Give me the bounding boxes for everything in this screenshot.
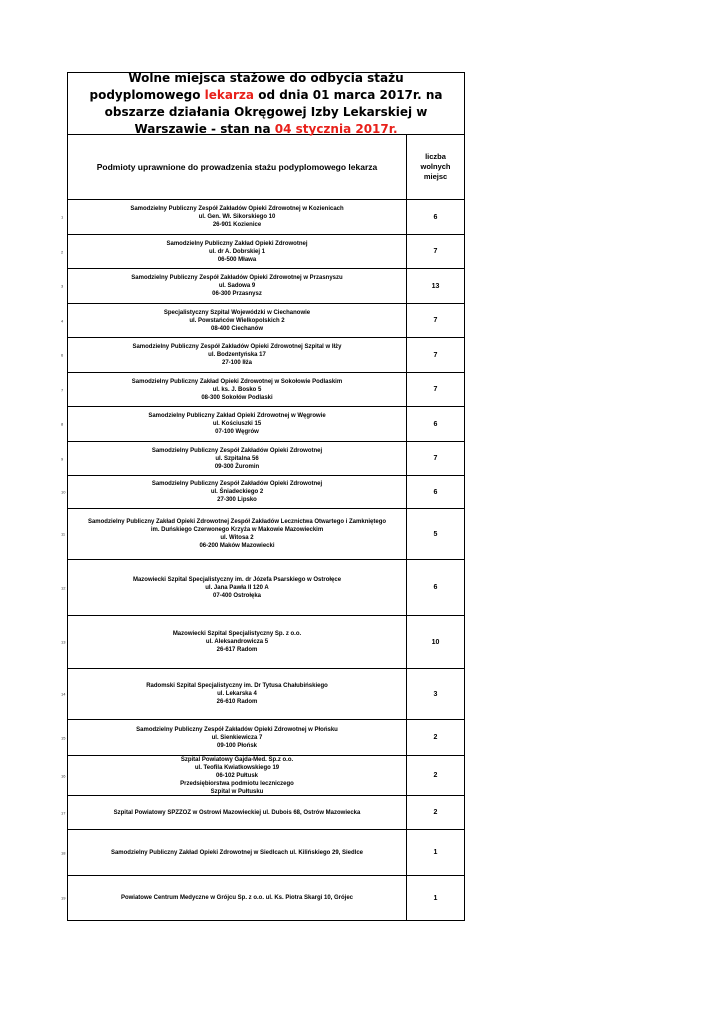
table-row (61, 200, 465, 235)
entity-line: Samodzielny Publiczny Zakład Opieki Zdrowotnej w Węgrowie (148, 413, 326, 419)
header-entities: Podmioty uprawnione do prowadzenia stażu podyplomowego lekarza (68, 135, 407, 199)
row-number: 8 (61, 421, 64, 427)
entity-line: 27-300 Lipsko (217, 497, 257, 503)
entity-cell (68, 830, 407, 875)
count-cell: 7 (433, 386, 438, 393)
count-cell: 6 (433, 488, 438, 496)
row-number: 4 (61, 318, 64, 323)
entity-line: 09-300 Żuromin (214, 463, 260, 470)
row-number: 18 (61, 850, 66, 855)
header-count-line-1: liczba (425, 152, 446, 161)
count-cell: 3 (433, 690, 438, 698)
row-number: 2 (61, 249, 64, 254)
entity-line: ul. Lekarska 4 (217, 691, 257, 697)
entity-line: 26-617 Radom (216, 647, 258, 653)
entity-line: 26-610 Radom (216, 699, 258, 705)
table-row (61, 669, 465, 720)
entity-line: Samodzielny Publiczny Zakład Opieki Zdrowotnej Zespół Zakładów Lecznictwa Otwartego i Zamkniętego (87, 519, 387, 525)
entity-cell (68, 269, 407, 303)
entity-line: Szpital Powiatowy Gajda-Med. Sp.z o.o. (180, 756, 294, 763)
entity-line: 06-102 Pułtusk (215, 772, 259, 779)
row-number: 12 (61, 585, 66, 590)
entity-cell (68, 338, 407, 372)
count-cell: 7 (433, 455, 438, 462)
entity-cell (68, 407, 407, 441)
entity-cell (68, 200, 407, 234)
table-row (61, 796, 465, 830)
row-number: 17 (61, 810, 66, 815)
table-row (61, 509, 465, 560)
count-cell: 2 (433, 809, 438, 816)
row-number: 19 (61, 895, 66, 901)
count-cell: 13 (431, 282, 440, 290)
table-row (61, 830, 465, 876)
title-highlight-date: 04 stycznia 2017r. (274, 121, 398, 136)
header-count (407, 135, 464, 199)
entity-line: Szpital Powiatowy SPZZOZ w Ostrowi Mazowieckiej ul. Dubois 68, Ostrów Mazowiecka (113, 809, 361, 816)
entity-line: Samodzielny Publiczny Zespół Zakładów Opieki Zdrowotnej (151, 481, 323, 487)
count-cell: 6 (433, 584, 438, 591)
entity-line: 07-100 Węgrów (215, 429, 259, 435)
entity-line: ul. Jana Pawła II 120 A (205, 584, 269, 591)
entity-cell (68, 476, 407, 508)
count-cell: 7 (433, 351, 438, 359)
entity-line: 08-400 Ciechanów (210, 325, 264, 332)
entity-line: ul. Kościuszki 15 (212, 421, 262, 427)
count-cell: 1 (433, 894, 438, 902)
entity-line: 09-100 Płońsk (216, 742, 258, 749)
table-row (61, 373, 465, 407)
entity-line: 07-400 Ostrołęka (212, 592, 262, 599)
table-body (61, 200, 465, 921)
entity-line: 06-300 Przasnysz (212, 291, 262, 297)
table-row (61, 235, 465, 269)
entity-cell (68, 876, 407, 920)
entity-line: Samodzielny Publiczny Zakład Opieki Zdrowotnej (166, 240, 308, 247)
count-cell: 10 (431, 638, 440, 646)
entity-line: Samodzielny Publiczny Zespół Zakładów Opieki Zdrowotnej w Kozienicach (130, 206, 344, 212)
entity-line: ul. Witosa 2 (220, 535, 254, 541)
row-number: 9 (61, 456, 64, 461)
entity-line: Samodzielny Publiczny Zespół Zakładów Opieki Zdrowotnej w Przasnyszu (131, 275, 343, 281)
row-number: 11 (61, 531, 66, 537)
entity-line: ul. Teofila Kwiatkowskiego 19 (194, 764, 280, 771)
entity-line: Mazowiecki Szpital Specjalistyczny Sp. z o.o. (172, 631, 302, 637)
entity-cell (68, 509, 407, 559)
entity-line: ul. Śniadeckiego 2 (210, 489, 264, 495)
entity-line: ul. Gen. Wł. Sikorskiego 10 (198, 214, 276, 220)
row-number: 6 (61, 352, 64, 358)
entity-line: Mazowiecki Szpital Specjalistyczny im. dr Józefa Psarskiego w Ostrołęce (132, 576, 342, 583)
table-row (61, 476, 465, 509)
count-cell: 2 (433, 772, 438, 779)
entity-line: 26-901 Kozienice (212, 222, 262, 228)
entity-line: Samodzielny Publiczny Zespół Zakładów Opieki Zdrowotnej (151, 447, 323, 454)
entity-line: Radomski Szpital Specjalistyczny im. Dr Tytusa Chałubińskiego (146, 683, 328, 689)
entity-line: ul. Bodzentyńska 17 (208, 352, 266, 358)
row-number: 10 (61, 489, 66, 495)
entity-line: Szpital w Pułtusku (210, 788, 264, 795)
row-number: 7 (61, 387, 64, 392)
count-cell: 5 (433, 530, 438, 538)
table-row (61, 616, 465, 669)
entity-line: Samodzielny Publiczny Zakład Opieki Zdrowotnej w Siedlcach ul. Kilińskiego 29, Siedlce (110, 849, 364, 856)
count-cell: 7 (433, 317, 438, 324)
entity-line: 06-200 Maków Mazowiecki (199, 543, 275, 549)
entity-line: Powiatowe Centrum Medyczne w Grójcu Sp. z o.o. ul. Ks. Piotra Skargi 10, Grójec (120, 895, 354, 901)
row-number: 13 (61, 639, 66, 645)
table-row (61, 304, 465, 338)
entity-line: 27-100 Iłża (221, 360, 253, 366)
entity-cell (68, 442, 407, 475)
table-row (61, 560, 465, 616)
title-highlight-profession: lekarza (204, 87, 255, 102)
row-number: 16 (61, 773, 66, 778)
table-row (61, 442, 465, 476)
row-number: 15 (61, 735, 66, 740)
entity-line: 08-300 Sokołów Podlaski (201, 394, 273, 401)
table-row (61, 876, 465, 921)
entity-line: Samodzielny Publiczny Zakład Opieki Zdrowotnej w Sokołowie Podlaskim (131, 378, 343, 385)
entity-cell (68, 756, 407, 795)
row-number: 3 (61, 283, 64, 289)
page-title (72, 70, 460, 138)
row-number: 14 (61, 691, 66, 697)
table-row (61, 756, 465, 796)
entity-cell (68, 560, 407, 615)
entity-line: ul. Aleksandrowicza 5 (205, 639, 269, 645)
entity-line: 06-500 Mława (217, 256, 257, 263)
entity-line: im. Duńskiego Czerwonego Krzyża w Makowie Mazowieckim (150, 527, 324, 533)
entity-cell (68, 720, 407, 755)
entity-cell (68, 669, 407, 719)
table-row (61, 720, 465, 756)
count-cell: 7 (433, 248, 438, 255)
title-box (67, 72, 465, 135)
entity-line: ul. dr A. Dobrskiej 1 (208, 248, 266, 255)
entity-line: Samodzielny Publiczny Zespół Zakładów Opieki Zdrowotnej Szpital w Iłży (132, 344, 342, 350)
table-row (61, 338, 465, 373)
entity-cell (68, 304, 407, 337)
entity-cell (68, 616, 407, 668)
entity-line: Specjalistyczny Szpital Wojewódzki w Ciechanowie (163, 309, 311, 316)
entity-line: ul. Sienkiewicza 7 (211, 734, 263, 741)
entity-line: ul. Sadowa 9 (218, 283, 256, 289)
entity-line: Przedsiębiorstwa podmiotu leczniczego (180, 780, 294, 787)
header-count-line-2: wolnych (420, 162, 451, 171)
title-text-1: Wolne miejsca stażowe do odbycia stażu podyplomowego (89, 70, 404, 102)
entity-cell (68, 373, 407, 406)
row-number: 1 (61, 214, 64, 220)
entity-line: ul. Powstańców Wielkopolskich 2 (189, 317, 285, 324)
table-header (67, 135, 465, 200)
entity-line: ul. Szpitalna 56 (215, 455, 259, 462)
count-cell: 1 (433, 849, 438, 856)
entity-line: Samodzielny Publiczny Zespół Zakładów Opieki Zdrowotnej w Płońsku (136, 726, 338, 733)
count-cell: 6 (433, 213, 438, 221)
entity-cell (68, 235, 407, 268)
title-text-2: od dnia 01 marca 2017r. na obszarze działania Okręgowej Izby Lekarskiej w Warszawie - stan na (104, 87, 443, 136)
count-cell: 2 (433, 734, 438, 741)
table-row (61, 407, 465, 442)
table-row (61, 269, 465, 304)
header-count-line-3: miejsc (423, 172, 448, 181)
entity-cell (68, 796, 407, 829)
count-cell: 6 (433, 420, 438, 428)
document-table (61, 70, 465, 921)
entity-line: ul. ks. J. Bosko 5 (212, 386, 262, 393)
